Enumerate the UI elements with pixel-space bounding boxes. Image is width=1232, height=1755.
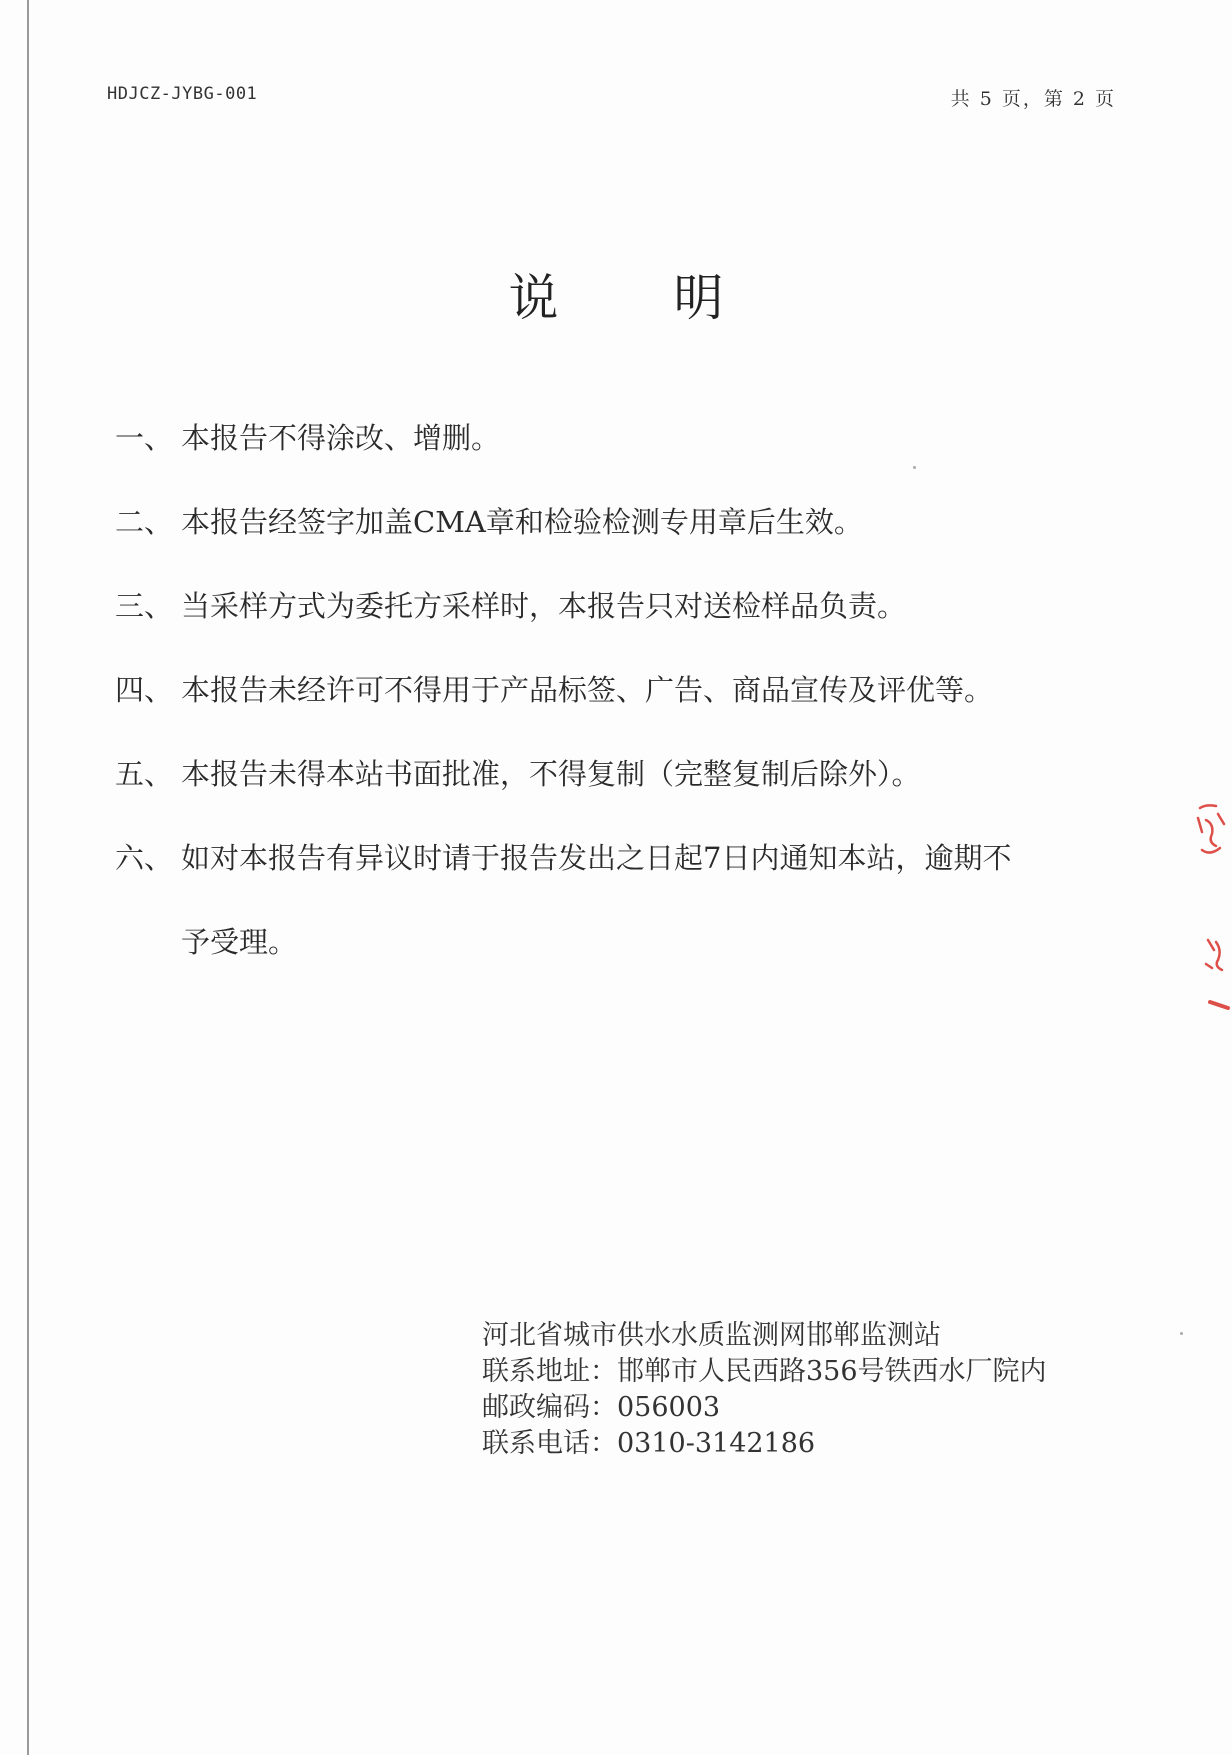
organization-name: 河北省城市供水水质监测网邯郸监测站 xyxy=(482,1320,941,1351)
clause-number: 五、 xyxy=(115,757,174,791)
contact-address: 联系地址：邯郸市人民西路356号铁西水厂院内 xyxy=(482,1356,1047,1387)
page-title xyxy=(0,258,1232,330)
clause-text: 本报告未经许可不得用于产品标签、广告、商品宣传及评优等。 xyxy=(181,673,994,707)
page-indicator: 共 5 页，第 2 页 xyxy=(950,88,1116,110)
clause-item xyxy=(115,838,1135,962)
clause-item xyxy=(115,502,1135,542)
scan-speck xyxy=(913,466,916,469)
clause-text: 本报告未得本站书面批准，不得复制（完整复制后除外）。 xyxy=(181,757,921,791)
title-char-2: 明 xyxy=(673,269,724,327)
clause-number: 三、 xyxy=(115,589,174,623)
clause-text: 本报告不得涂改、增删。 xyxy=(181,421,501,455)
clause-number: 六、 xyxy=(115,841,174,875)
clause-item xyxy=(115,754,1135,794)
clause-item xyxy=(115,418,1135,458)
clause-text-block xyxy=(181,838,1135,962)
clause-item xyxy=(115,670,1135,710)
clause-text-continuation: 予受理。 xyxy=(181,925,298,959)
scan-speck xyxy=(1180,1332,1183,1335)
contact-block xyxy=(482,1318,1047,1462)
clause-item xyxy=(115,586,1135,626)
clause-number: 一、 xyxy=(115,421,174,455)
contact-phone: 联系电话：0310-3142186 xyxy=(482,1428,816,1459)
document-code: HDJCZ-JYBG-001 xyxy=(107,84,258,104)
clause-text: 当采样方式为委托方采样时，本报告只对送检样品负责。 xyxy=(181,589,907,623)
clause-list xyxy=(115,418,1135,1006)
seal-stamp-fragment xyxy=(1172,790,1232,1020)
postal-code: 邮政编码：056003 xyxy=(482,1392,721,1423)
title-char-1: 说 xyxy=(508,269,559,327)
clause-text: 如对本报告有异议时请于报告发出之日起7日内通知本站，逾期不 xyxy=(181,841,1012,875)
clause-number: 四、 xyxy=(115,673,174,707)
clause-number: 二、 xyxy=(115,505,174,539)
clause-text: 本报告经签字加盖CMA章和检验检测专用章后生效。 xyxy=(181,505,863,539)
